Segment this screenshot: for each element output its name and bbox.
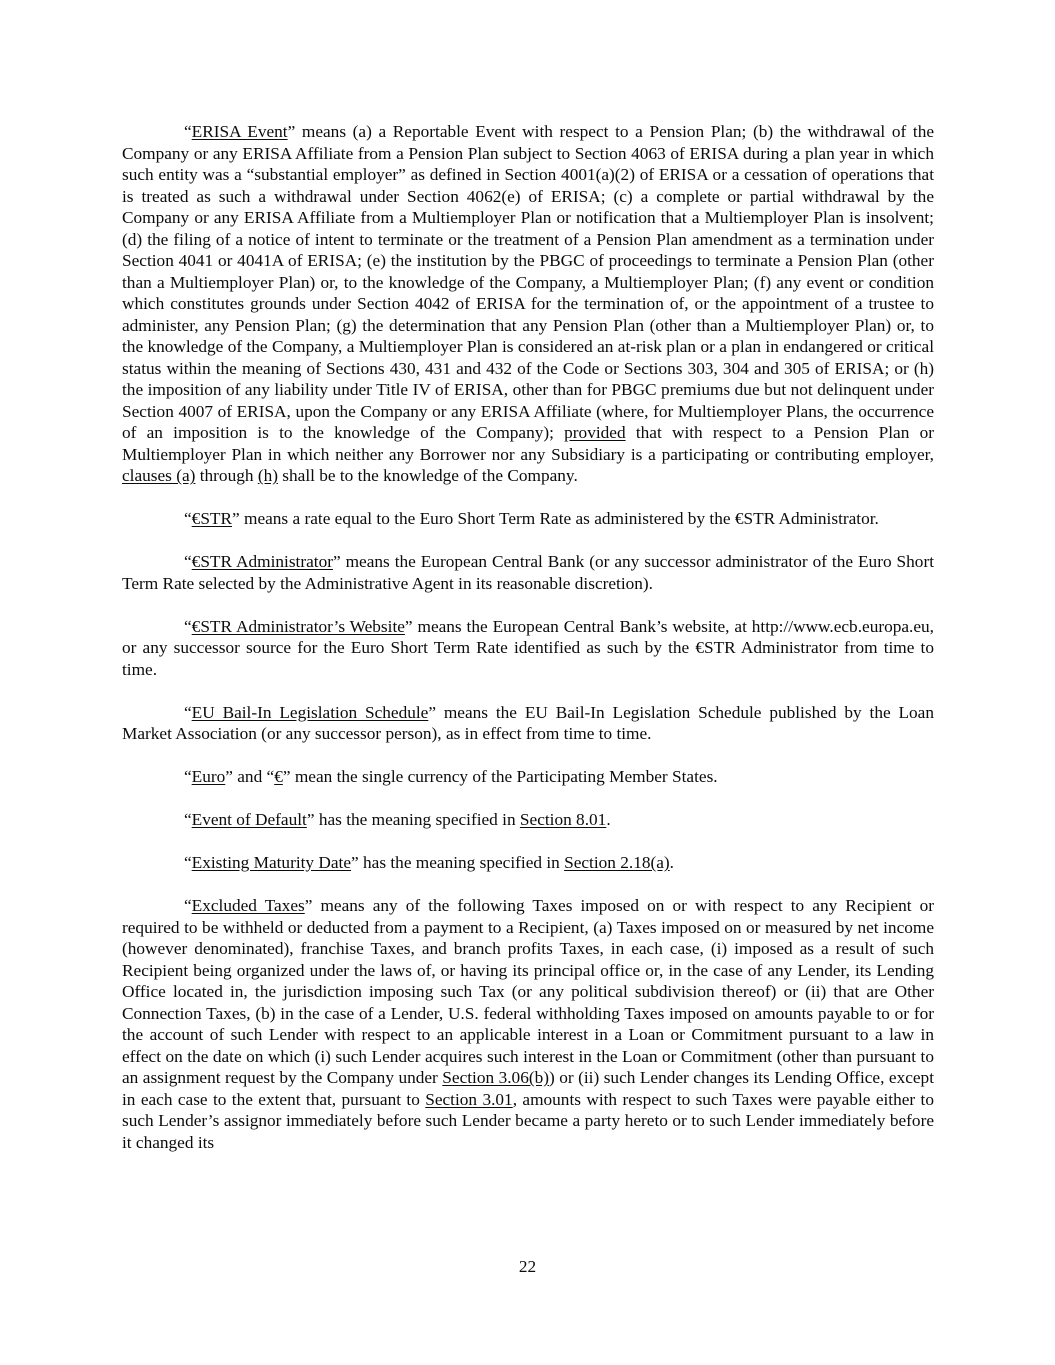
clause-reference: clauses (a)	[122, 466, 196, 485]
quote-mark: “	[184, 702, 192, 722]
section-reference: Section 2.18(a)	[564, 853, 670, 872]
text-run: ” means the European Central Bank’s website, at http://www.ecb.europa.eu, or any successor source for the Euro Short Term Rate identified as such by the €STR Administrator from time to time.	[122, 616, 934, 679]
definitions-text-block	[122, 121, 934, 1175]
quote-mark: “	[184, 767, 192, 786]
text-run: ” means (a) a Reportable Event with respect to a Pension Plan; (b) the withdrawal of the Company or any ERISA Affiliate from a Pension Plan subject to Section 4063 of ERISA during a plan year in which such entity was a “substantial employer” as defined in Section 4001(a)(2) of ERISA or a cessation of operations that is treated as such a withdrawal under Section 4062(e) of ERISA; (c) a complete or partial withdrawal by the Company or any ERISA Affiliate from a Multiemployer Plan or notification that a Multiemployer Plan is insolvent; (d) the filing of a notice of intent to terminate or the treatment of a Pension Plan amendment as a termination under Section 4041 or 4041A of ERISA; (e) the institution by the PBGC of proceedings to terminate a Pension Plan (other than a Multiemployer Plan) or, to the knowledge of the Company, a Multiemployer Plan; (f) any event or condition which constitutes grounds under Section 4042 of ERISA for the termination of, or the appointment of a trustee to administer, any Pension Plan; (g) the determination that any Pension Plan (other than a Multiemployer Plan) or, to the knowledge of the Company, a Multiemployer Plan is considered an at-risk plan or a plan in endangered or critical status within the meaning of Sections 430, 431 and 432 of the Code or Sections 303, 304 and 305 of ERISA; or (h) the imposition of any liability under Title IV of ERISA, other than for PBGC premiums due but not delinquent under Section 4007 of ERISA, upon the Company or any ERISA Affiliate (where, for Multiemployer Plans, the occurrence of an imposition is to the knowledge of the Company);	[122, 122, 935, 442]
text-run: .	[669, 853, 674, 872]
defined-term-existing-maturity-date: Existing Maturity Date	[191, 853, 352, 872]
section-reference: Section 3.06(b)	[442, 1068, 549, 1087]
quote-mark: “	[184, 509, 192, 528]
defined-term-excluded-taxes: Excluded Taxes	[191, 896, 305, 915]
paragraph-erisa-event	[122, 121, 934, 487]
defined-term-eu-bail-in-legislation-schedule: EU Bail-In Legislation Schedule	[191, 702, 429, 722]
text-run: that with respect to a Pension Plan or Multiemployer Plan in which neither any Borrower nor any Subsidiary is a participating or contributing employer,	[122, 423, 934, 464]
quote-mark: “	[184, 810, 192, 829]
paragraph-estr-administrators-website	[122, 616, 934, 681]
defined-term-erisa-event: ERISA Event	[191, 122, 288, 141]
defined-term-event-of-default: Event of Default	[191, 810, 307, 829]
text-run: ” mean the single currency of the Participating Member States.	[282, 767, 718, 786]
proviso-term: provided	[564, 423, 626, 442]
defined-term-estr-administrator: €STR Administrator	[191, 552, 333, 571]
defined-term-estr-administrators-website: €STR Administrator’s Website	[191, 616, 405, 636]
text-run: through	[195, 466, 258, 485]
text-run: ” means any of the following Taxes imposed on or with respect to any Recipient or required to be withheld or deducted from a payment to a Recipient, (a) Taxes imposed on or measured by net income (however denominated), franchise Taxes, and branch profits Taxes, in each case, (i) imposed as a result of such Recipient being organized under the laws of, or having its principal office or, in the case of any Lender, its Lending Office located in, the jurisdiction imposing such Tax (or any political subdivision thereof) or (ii) that are Other Connection Taxes, (b) in the case of a Lender, U.S. federal withholding Taxes imposed on amounts payable to or for the account of such Lender with respect to an applicable interest in a Loan or Commitment pursuant to a law in effect on the date on which (i) such Lender acquires such interest in the Loan or Commitment (other than pursuant to an assignment request by the Company under	[122, 896, 934, 1087]
text-run: ” means the European Central Bank (or any successor administrator of the Euro Short Term Rate selected by the Administrative Agent in its reasonable discretion).	[122, 552, 935, 593]
defined-term-euro: Euro	[191, 767, 226, 786]
text-run: , amounts with respect to such Taxes were payable either to such Lender’s assignor immediately before such Lender became a party hereto or to such Lender immediately before it changed its	[122, 1089, 934, 1152]
paragraph-excluded-taxes	[122, 895, 934, 1153]
text-run: .	[606, 810, 611, 829]
paragraph-existing-maturity-date	[122, 852, 934, 874]
paragraph-eu-bail-in-legislation-schedule	[122, 702, 934, 745]
quote-mark: “	[184, 853, 192, 872]
text-run: ” has the meaning specified in	[351, 853, 565, 872]
section-reference: Section 3.01	[425, 1089, 513, 1109]
text-run: ” means a rate equal to the Euro Short Term Rate as administered by the €STR Administrator.	[232, 509, 879, 528]
text-run: shall be to the knowledge of the Company.	[277, 466, 578, 485]
clause-reference: (h)	[257, 466, 278, 485]
text-run: ) or (ii) such Lender changes its Lending Office, except in each case to the extent that, pursuant to	[122, 1068, 934, 1109]
paragraph-estr	[122, 508, 934, 530]
section-reference: Section 8.01	[519, 810, 607, 829]
quote-mark: “	[184, 122, 192, 141]
quote-mark: “	[184, 616, 192, 636]
paragraph-euro	[122, 766, 934, 788]
text-run: ” and “	[225, 767, 275, 786]
paragraph-event-of-default	[122, 809, 934, 831]
paragraph-estr-administrator	[122, 551, 934, 594]
page-number: 22	[518, 1257, 537, 1276]
quote-mark: “	[184, 896, 192, 915]
text-run: ” means the EU Bail-In Legislation Schedule published by the Loan Market Association (or any successor person), as in effect from time to time.	[122, 702, 934, 743]
defined-term-estr: €STR	[191, 509, 233, 528]
defined-term-euro-symbol: €	[274, 767, 283, 786]
quote-mark: “	[184, 552, 192, 571]
text-run: ” has the meaning specified in	[306, 810, 520, 829]
